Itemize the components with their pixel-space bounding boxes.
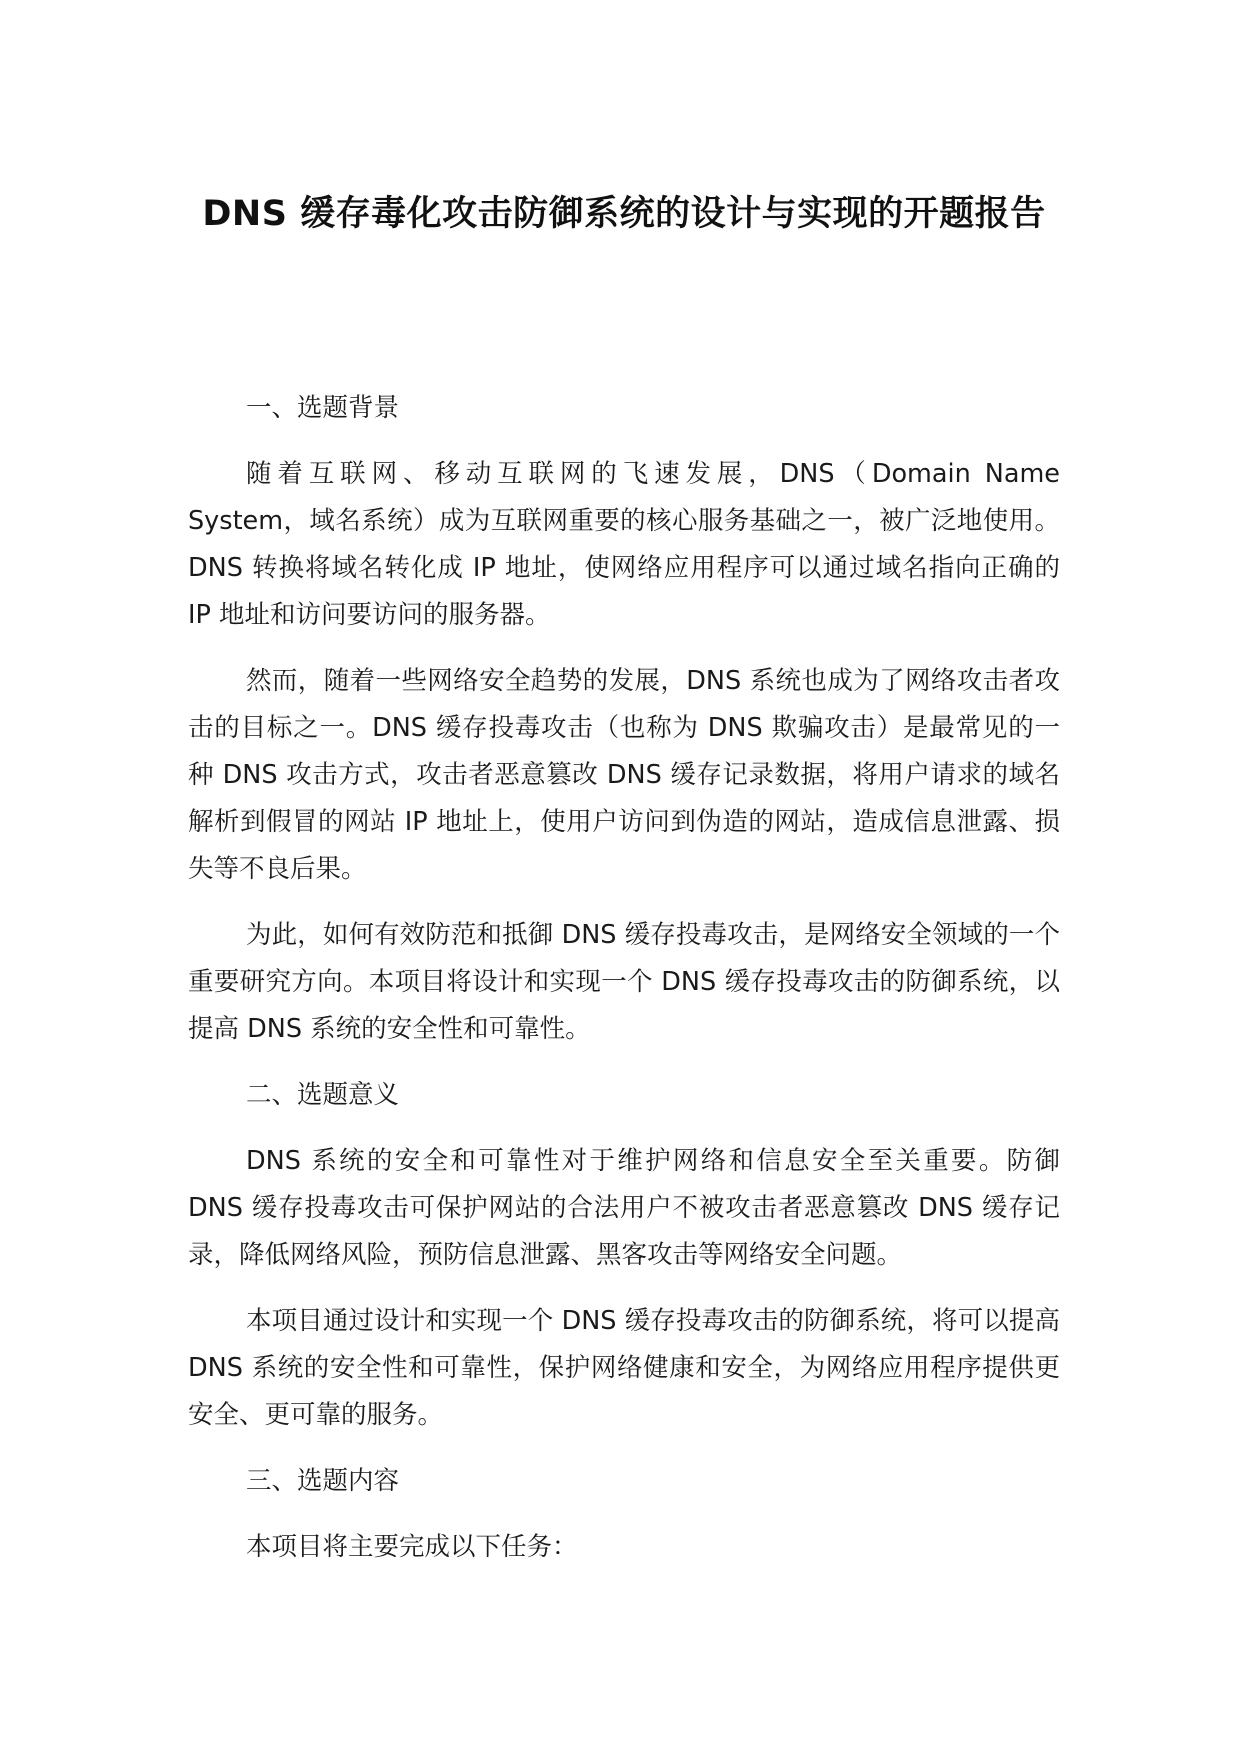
document-title: DNS 缓存毒化攻击防御系统的设计与实现的开题报告 (202, 194, 1046, 234)
paragraph: 本项目将主要完成以下任务： (246, 1532, 578, 1562)
paragraph: 为此，如何有效防范和抵御 DNS 缓存投毒攻击，是网络安全领域的一个重要研究方向。本项目将设计和实现一个 DNS 缓存投毒攻击的防御系统，以提高 DNS 系统的安全性和可靠性。 (188, 920, 1060, 1044)
section-heading-background: 一、选题背景 (246, 393, 400, 423)
paragraph: 然而，随着一些网络安全趋势的发展，DNS 系统也成为了网络攻击者攻击的目标之一。DNS 缓存投毒攻击（也称为 DNS 欺骗攻击）是最常见的一种 DNS 攻击方式，攻击者恶意篡改 DNS 缓存记录数据，将用户请求的域名解析到假冒的网站 IP 地址上，使用户访问到伪造的网站，造成信息泄露、损失等不良后果。 (188, 666, 1060, 884)
document-body (188, 385, 1060, 1590)
section-heading-content: 三、选题内容 (246, 1466, 400, 1496)
paragraph: DNS 系统的安全和可靠性对于维护网络和信息安全至关重要。防御 DNS 缓存投毒攻击可保护网站的合法用户不被攻击者恶意篡改 DNS 缓存记录，降低网络风险，预防信息泄露、黑客攻击等网络安全问题。 (188, 1146, 1060, 1270)
paragraph: 随着互联网、移动互联网的飞速发展，DNS（Domain Name System，域名系统）成为互联网重要的核心服务基础之一，被广泛地使用。DNS 转换将域名转化成 IP 地址，使网络应用程序可以通过域名指向正确的 IP 地址和访问要访问的服务器。 (188, 459, 1060, 630)
paragraph: 本项目通过设计和实现一个 DNS 缓存投毒攻击的防御系统，将可以提高 DNS 系统的安全性和可靠性，保护网络健康和安全，为网络应用程序提供更安全、更可靠的服务。 (188, 1306, 1060, 1430)
section-heading-significance: 二、选题意义 (246, 1080, 400, 1110)
